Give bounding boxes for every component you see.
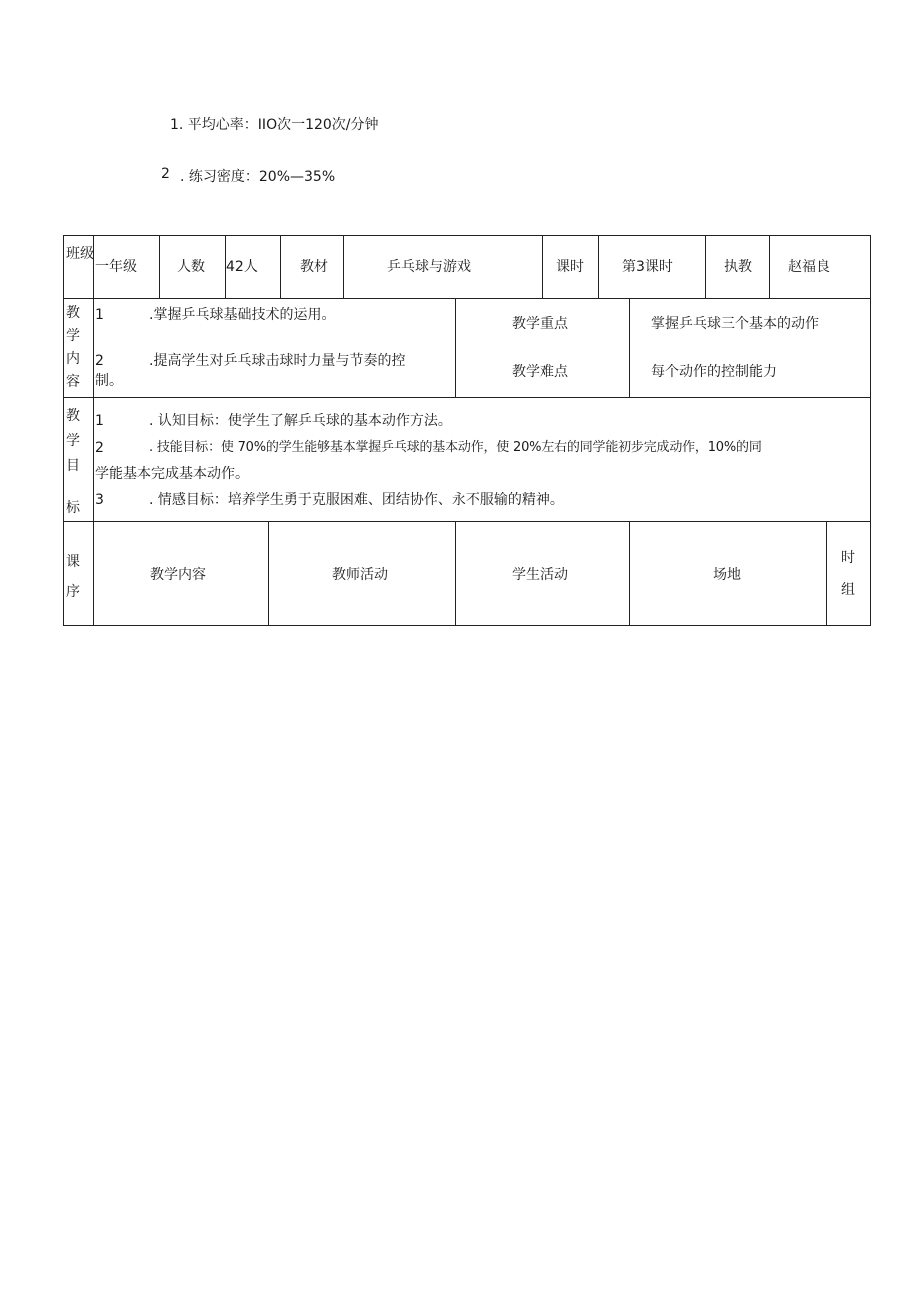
content-label-char: 容 [66,374,80,390]
difficulty-value: 每个动作的控制能力 [651,364,777,380]
class-value: 一年级 [95,259,137,275]
content-item1-number: 1 [95,307,104,323]
goal-skill: . 技能目标：使 70%的学生能够基本掌握乒乓球的基本动作，使 20%左右的同学能初步完成动作，10%的同 [149,440,762,455]
goal2-number: 2 [95,440,104,456]
density-line-number: 2 [161,166,170,182]
goal3-number: 3 [95,492,104,508]
goal1-number: 1 [95,413,104,429]
content-item1: .掌握乒乓球基础技术的运用。 [149,307,336,323]
goals-label-char: 目 [66,458,80,474]
heart-rate-line: 1. 平均心率：IIO次一120次/分钟 [170,117,379,133]
key-point-value: 掌握乒乓球三个基本的动作 [651,316,819,332]
column-teacher-activity: 教师活动 [332,567,388,583]
column-student-activity: 学生活动 [512,567,568,583]
key-point-label: 教学重点 [512,316,568,332]
material-label: 教材 [300,259,328,275]
difficulty-label: 教学难点 [512,364,568,380]
content-label-char: 内 [66,351,80,367]
content-item2-continuation: 制。 [95,373,123,389]
time-group-char: 时 [841,550,855,566]
content-item2-number: 2 [95,353,104,369]
material-value: 乒乓球与游戏 [387,259,471,275]
class-label-char-1: 班级 [66,246,94,262]
column-teaching-content: 教学内容 [150,567,206,583]
content-label-char: 学 [66,328,80,344]
teacher-value: 赵福良 [788,259,830,275]
count-label: 人数 [177,259,205,275]
time-group-char: 组 [841,582,855,598]
sequence-label-char: 序 [66,584,80,600]
count-value: 42人 [226,259,258,275]
column-venue: 场地 [713,567,741,583]
lesson-value: 第3课时 [622,259,673,275]
content-label-char: 教 [66,305,80,321]
lesson-label: 课时 [556,259,584,275]
density-line: . 练习密度：20%—35% [180,169,336,185]
goal-cognitive: . 认知目标：使学生了解乒乓球的基本动作方法。 [149,413,452,429]
goal-skill-continuation: 学能基本完成基本动作。 [95,466,249,482]
goals-label-char: 教 [66,408,80,424]
goal-emotional: . 情感目标：培养学生勇于克服困难、团结协作、永不服输的精神。 [149,492,564,508]
content-item2: .提高学生对乒乓球击球时力量与节奏的控 [149,353,406,369]
teacher-label: 执教 [724,259,752,275]
goals-label-char: 学 [66,433,80,449]
sequence-label-char: 课 [66,554,80,570]
goals-label-char: 标 [66,500,80,516]
